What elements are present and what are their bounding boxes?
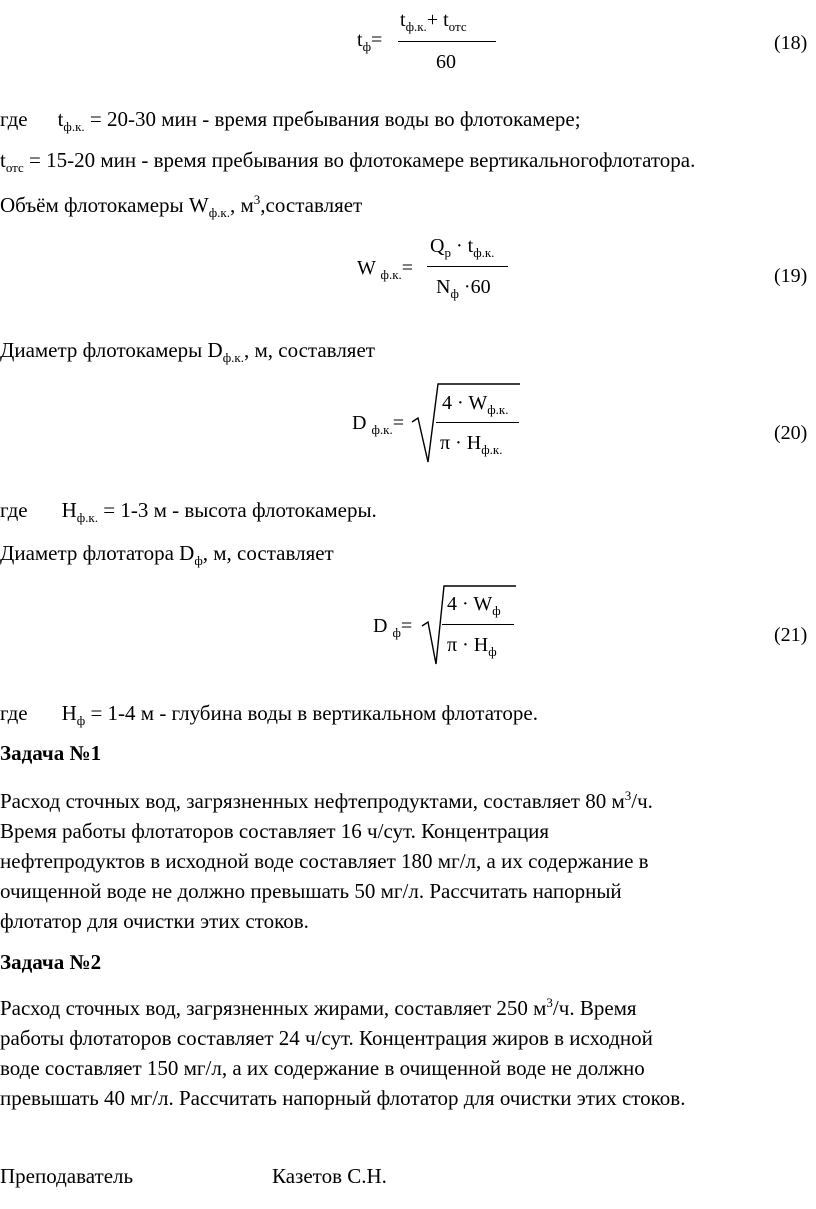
volume-intro: Объём флотокамеры $W_{ф.к.}$, $м^3,составляет$ [0, 192, 363, 220]
eq20-number: (20) [774, 422, 808, 444]
footer-role: Преподаватель [0, 1164, 134, 1188]
eq21-numerator: $4 \cdot W_ф$ [447, 593, 501, 618]
task2-line3: воде составляет 150 мг/л, а их содержание в очищенной воде не должно [0, 1056, 645, 1080]
eq18-numerator: $t_{ф.к.}+ t_{отс}$ [400, 9, 467, 34]
definition-h-f: где $H_ф = 1-4$ м - глубина воды в вертикальном флотаторе. [0, 701, 538, 728]
eq19-lhs: W $_{ф.к.}$= [357, 257, 414, 282]
task1-line4: очищенной воде не должно превышать 50 мг/л. Рассчитать напорный [0, 879, 622, 903]
eq18-lhs: $t_ф=$ [357, 29, 383, 54]
task1-line3: нефтепродуктов в исходной воде составляет 180 мг/л, а их содержание в [0, 849, 649, 873]
eq20-denominator: $\pi \cdot H_{ф.к.}$ [440, 432, 503, 457]
task1-line1: Расход сточных вод, загрязненных нефтепродуктами, составляет 80 $м^3/ч$. [0, 788, 653, 813]
definition-h-fk: где $H_{ф.к.} = 1-3$ м - высота флотокамеры. [0, 498, 377, 525]
definition-t-fk: где $t_{ф.к.} = 20-30$ мин - время пребывания воды во флотокамере; [0, 107, 581, 134]
task1-body [0, 781, 800, 936]
eq19-number: (19) [774, 265, 808, 287]
task1-line2: Время работы флотаторов составляет 16 ч/сут. Концентрация [0, 819, 549, 843]
eq20-numerator: $4 \cdot W_{ф.к.}$ [442, 392, 509, 417]
eq18-fraction-line [398, 41, 496, 42]
task2-line4: превышать 40 мг/л. Рассчитать напорный флотатор для очистки этих стоков. [0, 1086, 686, 1110]
eq21-number: (21) [774, 624, 808, 646]
task1-line5: флотатор для очистки этих стоков. [0, 909, 309, 933]
diameter-flotator-intro: Диаметр флотатора $D_ф$, м, составляет [0, 541, 334, 568]
task2-title: Задача №2 [0, 950, 102, 974]
eq19-denominator: $N_ф \cdot 60$ [436, 276, 491, 301]
task1-title: Задача №1 [0, 741, 102, 765]
eq21-denominator: $\pi \cdot H_ф$ [447, 634, 497, 659]
eq20-lhs: D $_{ф.к.}$= [352, 412, 404, 437]
eq18-number: (18) [774, 32, 808, 54]
diameter-chamber-intro: Диаметр флотокамеры $D_{ф.к.}$, м, составляет [0, 338, 375, 365]
eq21-fraction-line [442, 624, 514, 625]
eq19-fraction-line [427, 266, 508, 267]
eq19-numerator: $Q_р \cdot t_{ф.к.}$ [430, 235, 495, 260]
task2-line1: Расход сточных вод, загрязненных жирами, составляет 250 $м^3/ч$. Время [0, 995, 637, 1020]
eq18-denominator: 60 [436, 51, 456, 73]
eq21-lhs: D $_ф$= [373, 615, 413, 640]
task2-line2: работы флотаторов составляет 24 ч/сут. Концентрация жиров в исходной [0, 1026, 653, 1050]
task2-body [0, 988, 800, 1113]
definition-t-otc: $t_{отс} = 15-20$ мин - время пребывания во флотокамере вертикальногофлотатора. [0, 148, 696, 175]
eq20-fraction-line [436, 422, 519, 423]
footer-name: Казетов С.Н. [272, 1164, 387, 1188]
